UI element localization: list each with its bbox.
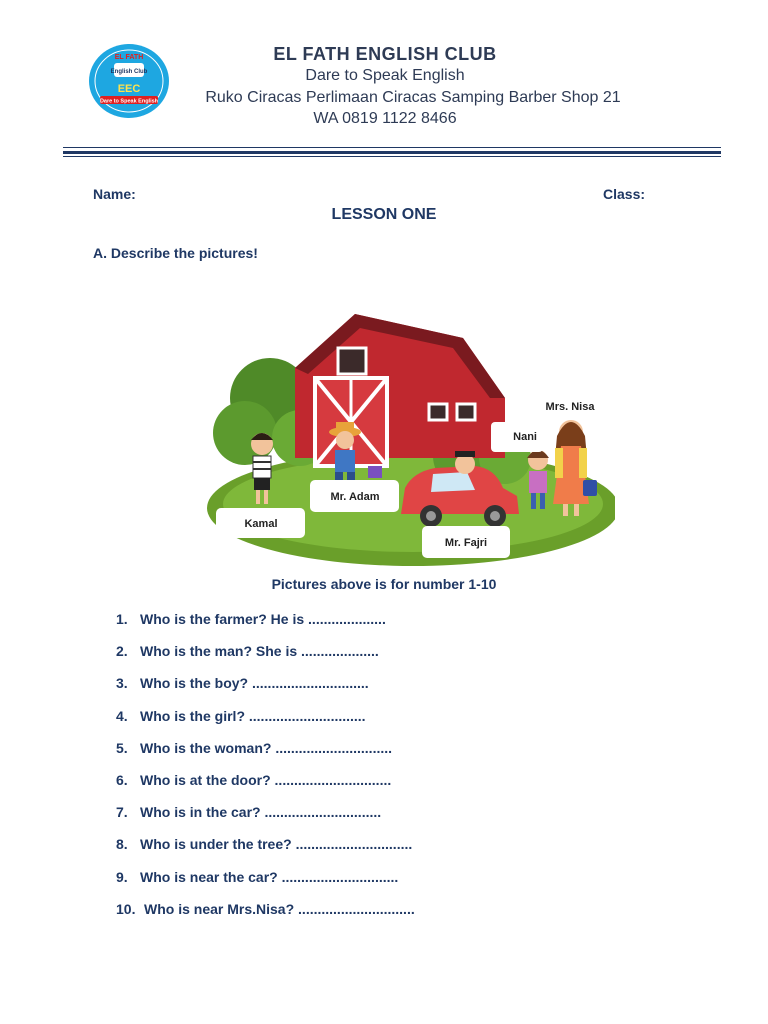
farm-illustration [205, 308, 615, 570]
class-label: Class: [603, 186, 646, 202]
label-nani [491, 422, 543, 452]
label-kamal-text: Kamal [244, 518, 278, 530]
question-item [116, 740, 415, 772]
question-item [116, 901, 415, 933]
org-name: EL FATH ENGLISH CLUB [273, 44, 497, 64]
label-mrs-nisa-text: Mrs. Nisa [545, 401, 595, 413]
logo-inner-text: English Club [110, 69, 148, 75]
question-text: Who is in the car? .............................. [140, 804, 382, 821]
question-item [116, 675, 415, 707]
question-number: 6. [116, 771, 128, 788]
question-number: 1. [116, 611, 128, 627]
question-text: Who is near the car? .............................. [140, 868, 399, 885]
question-number: 9. [116, 868, 128, 885]
label-mr-adam [310, 480, 399, 512]
lesson-title: LESSON ONE [331, 206, 437, 223]
question-text: Who is the boy? .............................. [140, 675, 369, 692]
club-logo [88, 43, 170, 119]
question-number: 10. [116, 900, 136, 917]
question-number: 3. [116, 675, 128, 692]
question-text: Who is at the door? .............................. [140, 771, 392, 788]
question-item [116, 772, 415, 804]
question-item [116, 836, 415, 868]
name-label: Name: [93, 186, 136, 202]
phone-number: WA 0819 1122 8466 [313, 110, 457, 127]
question-number: 4. [116, 707, 128, 724]
question-item [116, 643, 415, 675]
label-nani-text: Nani [513, 431, 537, 443]
question-text: Who is near Mrs.Nisa? .............................. [144, 900, 415, 917]
question-number: 8. [116, 836, 128, 853]
question-item [116, 869, 415, 901]
question-item [116, 804, 415, 836]
label-mr-fajri-text: Mr. Fajri [444, 537, 488, 549]
question-text: Who is the farmer? He is .................... [140, 611, 386, 627]
question-text: Who is the woman? .............................. [140, 739, 393, 756]
header-divider-bottom [63, 156, 721, 157]
question-number: 2. [116, 643, 128, 660]
label-mr-fajri [422, 526, 510, 558]
picture-caption: Pictures above is for number 1-10 [271, 576, 497, 592]
label-kamal [216, 508, 305, 538]
barn [295, 314, 505, 466]
label-mrs-nisa [527, 392, 603, 420]
question-number: 7. [116, 804, 128, 821]
question-item [116, 611, 415, 643]
question-text: Who is the man? She is .................... [140, 643, 379, 660]
section-a-instruction: A. Describe the pictures! [93, 245, 258, 261]
header-divider-top [63, 147, 721, 148]
logo-initials: EEC [117, 83, 141, 95]
question-number: 5. [116, 739, 128, 756]
address: Ruko Ciracas Perlimaan Ciracas Samping Barber Shop 21 [205, 89, 621, 106]
question-text: Who is under the tree? .............................. [140, 836, 413, 853]
question-list [116, 611, 415, 933]
question-text: Who is the girl? .............................. [140, 707, 366, 724]
label-mr-adam-text: Mr. Adam [330, 491, 380, 503]
question-item [116, 708, 415, 740]
tagline: Dare to Speak English [305, 67, 465, 84]
logo-arc-text: EL FATH [114, 54, 144, 61]
header-divider-thick [63, 151, 721, 154]
logo-motto: Dare to Speak English [99, 98, 159, 105]
